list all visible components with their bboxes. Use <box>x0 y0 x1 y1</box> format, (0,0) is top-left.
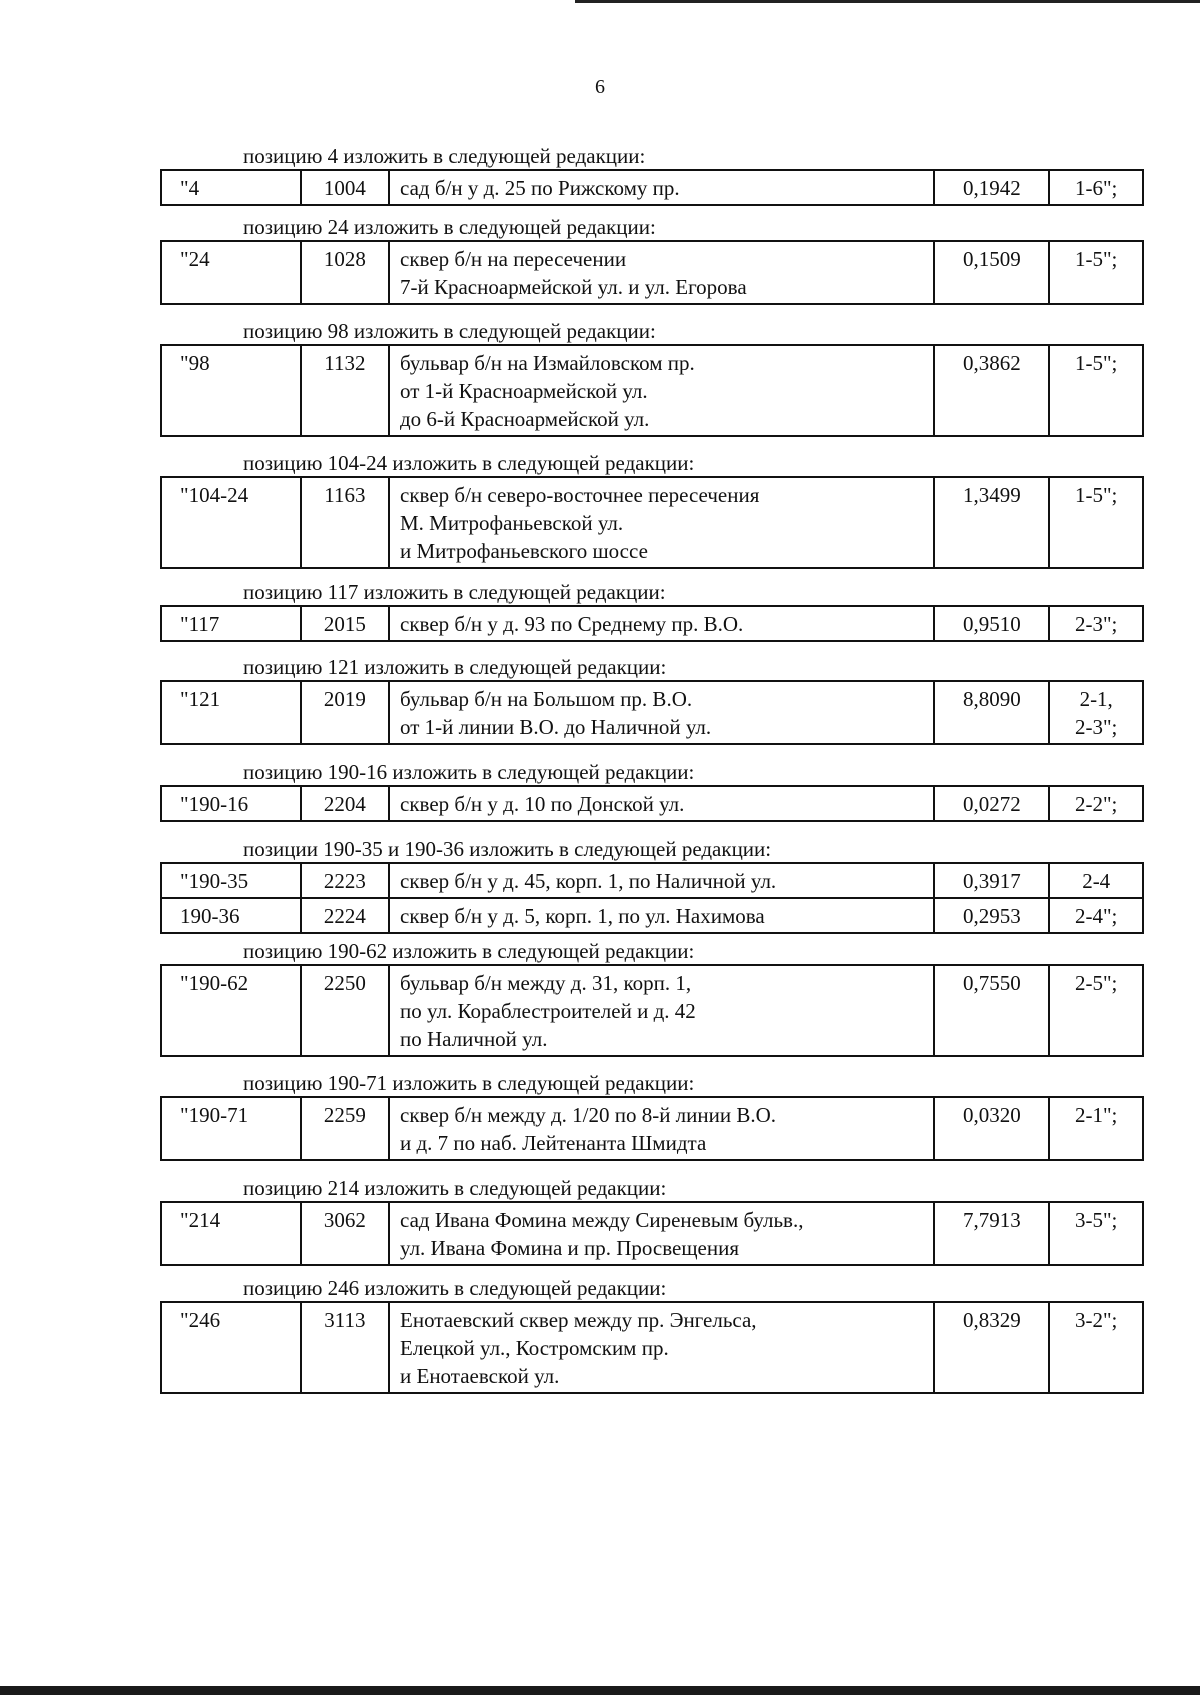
table-row <box>161 786 1143 821</box>
area-value: 0,8329 <box>934 1302 1049 1393</box>
table-row <box>161 1302 1143 1393</box>
table-row <box>161 241 1143 304</box>
area-value: 0,0320 <box>934 1097 1049 1160</box>
amendment-section <box>160 450 1144 569</box>
description-line: ул. Ивана Фомина и пр. Просвещения <box>400 1236 739 1260</box>
position-number: "117 <box>161 606 301 641</box>
position-number: "246 <box>161 1302 301 1393</box>
object-code: 2223 <box>301 863 389 898</box>
area-value: 7,7913 <box>934 1202 1049 1265</box>
description-line: Енотаевский сквер между пр. Энгельса, <box>400 1308 757 1332</box>
amendment-section <box>160 318 1144 437</box>
map-sheet <box>1049 606 1143 641</box>
table-row <box>161 681 1143 744</box>
position-number: "190-16 <box>161 786 301 821</box>
area-value: 0,1509 <box>934 241 1049 304</box>
map-sheet <box>1049 1302 1143 1393</box>
table-row <box>161 1202 1143 1265</box>
amendment-section <box>160 214 1144 305</box>
description-line: сквер б/н у д. 45, корп. 1, по Наличной ул. <box>400 869 777 893</box>
section-caption: позицию 190-16 изложить в следующей редакции: <box>243 760 695 784</box>
map-sheet <box>1049 1097 1143 1160</box>
map-sheet <box>1049 345 1143 436</box>
map-sheet <box>1049 241 1143 304</box>
sheet-line: 1-5"; <box>1074 351 1118 375</box>
description-line: до 6-й Красноармейской ул. <box>400 407 650 431</box>
amendment-section <box>160 759 1144 822</box>
area-value: 0,3917 <box>934 863 1049 898</box>
table-row <box>161 477 1143 568</box>
sheet-line: 2-4"; <box>1074 904 1118 928</box>
sheet-line: 2-2"; <box>1074 792 1118 816</box>
amendment-section <box>160 1275 1144 1394</box>
description-line: Елецкой ул., Костромским пр. <box>400 1336 669 1360</box>
section-caption: позицию 246 изложить в следующей редакции: <box>243 1276 667 1300</box>
object-code: 2015 <box>301 606 389 641</box>
area-value: 0,3862 <box>934 345 1049 436</box>
area-value: 0,0272 <box>934 786 1049 821</box>
map-sheet <box>1049 965 1143 1056</box>
object-code: 2250 <box>301 965 389 1056</box>
position-number: "104-24 <box>161 477 301 568</box>
table-row <box>161 898 1143 933</box>
table-row <box>161 345 1143 436</box>
map-sheet <box>1049 1202 1143 1265</box>
position-table <box>160 240 1144 305</box>
sheet-line: 2-3"; <box>1074 715 1118 739</box>
sheet-line: 3-2"; <box>1074 1308 1118 1332</box>
section-caption: позицию 117 изложить в следующей редакции: <box>243 580 666 604</box>
sheet-line: 2-1, <box>1079 687 1113 711</box>
map-sheet <box>1049 786 1143 821</box>
sheet-line: 2-3"; <box>1074 612 1118 636</box>
position-table <box>160 476 1144 569</box>
object-description <box>389 170 934 205</box>
position-table <box>160 785 1144 822</box>
object-code: 2019 <box>301 681 389 744</box>
position-number: "4 <box>161 170 301 205</box>
sheet-line: 2-1"; <box>1074 1103 1118 1127</box>
description-line: сквер б/н между д. 1/20 по 8-й линии В.О. <box>400 1103 777 1127</box>
position-number: "24 <box>161 241 301 304</box>
amendment-section <box>160 938 1144 1057</box>
description-line: сквер б/н у д. 10 по Донской ул. <box>400 792 685 816</box>
page-number: 6 <box>595 76 605 98</box>
position-table <box>160 964 1144 1057</box>
object-description <box>389 345 934 436</box>
object-code: 1163 <box>301 477 389 568</box>
object-code: 1132 <box>301 345 389 436</box>
object-code: 1004 <box>301 170 389 205</box>
position-number: "121 <box>161 681 301 744</box>
map-sheet <box>1049 170 1143 205</box>
section-caption: позицию 121 изложить в следующей редакции: <box>243 655 667 679</box>
position-table <box>160 1201 1144 1266</box>
section-caption: позицию 104-24 изложить в следующей редакции: <box>243 451 695 475</box>
description-line: сквер б/н у д. 5, корп. 1, по ул. Нахимова <box>400 904 765 928</box>
description-line: и д. 7 по наб. Лейтенанта Шмидта <box>400 1131 707 1155</box>
description-line: сад Ивана Фомина между Сиреневым бульв., <box>400 1208 804 1232</box>
object-description <box>389 1097 934 1160</box>
description-line: от 1-й Красноармейской ул. <box>400 379 648 403</box>
area-value: 0,2953 <box>934 898 1049 933</box>
description-line: сквер б/н у д. 93 по Среднему пр. В.О. <box>400 612 744 636</box>
section-caption: позицию 98 изложить в следующей редакции: <box>243 319 656 343</box>
position-table <box>160 862 1144 934</box>
object-description <box>389 477 934 568</box>
sheet-line: 1-5"; <box>1074 483 1118 507</box>
section-caption: позицию 214 изложить в следующей редакции: <box>243 1176 667 1200</box>
sheet-line: 1-5"; <box>1074 247 1118 271</box>
table-row <box>161 1097 1143 1160</box>
position-table <box>160 344 1144 437</box>
amendment-section <box>160 1070 1144 1161</box>
amendment-section <box>160 1175 1144 1266</box>
amendment-section <box>160 654 1144 745</box>
description-line: и Митрофаньевского шоссе <box>400 539 648 563</box>
position-number: "190-62 <box>161 965 301 1056</box>
map-sheet <box>1049 681 1143 744</box>
description-line: 7-й Красноармейской ул. и ул. Егорова <box>400 275 747 299</box>
object-description <box>389 786 934 821</box>
description-line: бульвар б/н на Измайловском пр. <box>400 351 695 375</box>
position-table <box>160 605 1144 642</box>
object-description <box>389 1302 934 1393</box>
position-table <box>160 169 1144 206</box>
sheet-line: 1-6"; <box>1074 176 1118 200</box>
section-caption: позицию 190-62 изложить в следующей редакции: <box>243 939 695 963</box>
description-line: по Наличной ул. <box>400 1027 548 1051</box>
position-number: "98 <box>161 345 301 436</box>
position-number: 190-36 <box>161 898 301 933</box>
amendment-section <box>160 579 1144 642</box>
table-row <box>161 170 1143 205</box>
object-code: 3062 <box>301 1202 389 1265</box>
amendment-section <box>160 143 1144 206</box>
description-line: от 1-й линии В.О. до Наличной ул. <box>400 715 712 739</box>
description-line: сквер б/н на пересечении <box>400 247 627 271</box>
position-table <box>160 1096 1144 1161</box>
object-description <box>389 898 934 933</box>
description-line: по ул. Кораблестроителей и д. 42 <box>400 999 696 1023</box>
object-code: 2259 <box>301 1097 389 1160</box>
map-sheet <box>1049 477 1143 568</box>
top-rule <box>575 0 1200 3</box>
object-description <box>389 606 934 641</box>
sheet-line: 3-5"; <box>1074 1208 1118 1232</box>
object-code: 3113 <box>301 1302 389 1393</box>
area-value: 1,3499 <box>934 477 1049 568</box>
section-caption: позицию 24 изложить в следующей редакции: <box>243 215 656 239</box>
sheet-line: 2-4 <box>1082 869 1111 893</box>
table-row <box>161 606 1143 641</box>
section-caption: позицию 4 изложить в следующей редакции: <box>243 144 646 168</box>
position-number: "190-71 <box>161 1097 301 1160</box>
table-row <box>161 965 1143 1056</box>
sheet-line: 2-5"; <box>1074 971 1118 995</box>
map-sheet <box>1049 863 1143 898</box>
bottom-rule <box>0 1686 1200 1695</box>
description-line: М. Митрофаньевской ул. <box>400 511 624 535</box>
area-value: 8,8090 <box>934 681 1049 744</box>
object-code: 2204 <box>301 786 389 821</box>
object-description <box>389 681 934 744</box>
description-line: сад б/н у д. 25 по Рижскому пр. <box>400 176 680 200</box>
object-code: 1028 <box>301 241 389 304</box>
section-caption: позицию 190-71 изложить в следующей редакции: <box>243 1071 695 1095</box>
description-line: сквер б/н северо-восточнее пересечения <box>400 483 760 507</box>
position-number: "190-35 <box>161 863 301 898</box>
description-line: бульвар б/н между д. 31, корп. 1, <box>400 971 692 995</box>
area-value: 0,1942 <box>934 170 1049 205</box>
area-value: 0,9510 <box>934 606 1049 641</box>
amendment-section <box>160 836 1144 934</box>
object-description <box>389 241 934 304</box>
table-row <box>161 863 1143 898</box>
object-description <box>389 1202 934 1265</box>
description-line: и Енотаевской ул. <box>400 1364 560 1388</box>
map-sheet <box>1049 898 1143 933</box>
section-caption: позиции 190-35 и 190-36 изложить в следующей редакции: <box>243 837 772 861</box>
position-table <box>160 1301 1144 1394</box>
object-code: 2224 <box>301 898 389 933</box>
area-value: 0,7550 <box>934 965 1049 1056</box>
position-table <box>160 680 1144 745</box>
position-number: "214 <box>161 1202 301 1265</box>
object-description <box>389 965 934 1056</box>
description-line: бульвар б/н на Большом пр. В.О. <box>400 687 693 711</box>
object-description <box>389 863 934 898</box>
